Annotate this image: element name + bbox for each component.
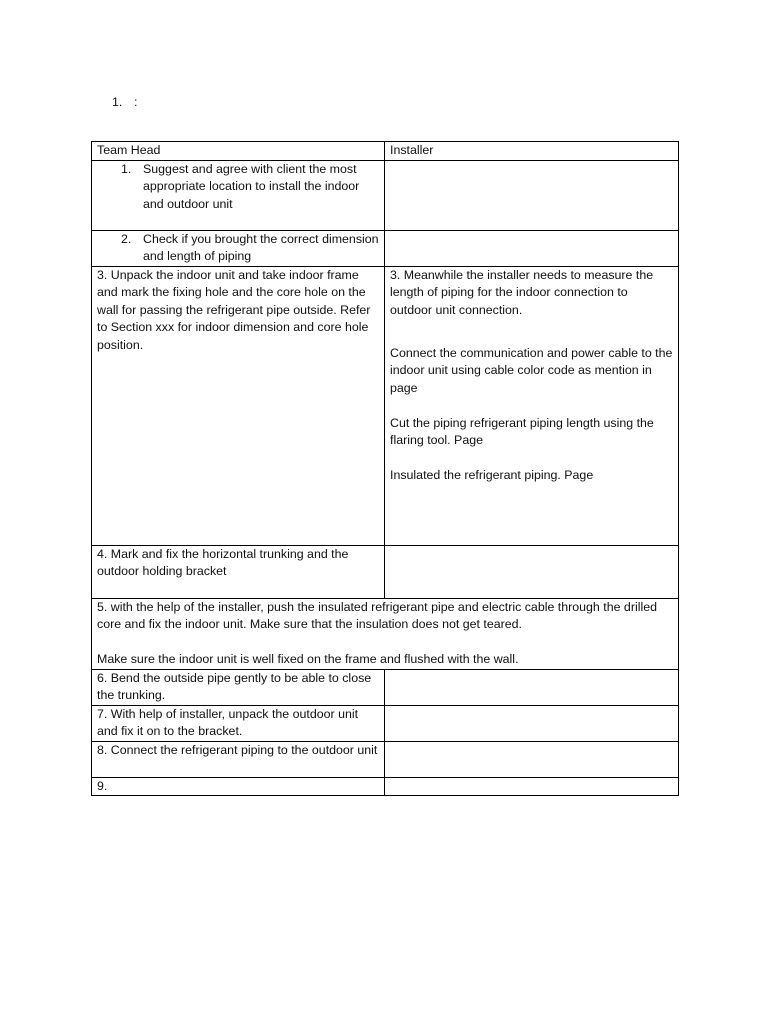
- table-row: [92, 266, 679, 545]
- table-row: [92, 777, 679, 796]
- installer-cell: [385, 230, 679, 266]
- merged-cell: [92, 598, 679, 669]
- item-number: 2.: [121, 231, 132, 246]
- installer-cell: [385, 777, 679, 796]
- table-row: [92, 705, 679, 741]
- step-5-note: Make sure the indoor unit is well fixed on the frame and flushed with the wall.: [97, 652, 519, 666]
- team-head-cell: 4. Mark and fix the horizontal trunking and the outdoor holding bracket: [92, 545, 385, 598]
- item-number: 1.: [121, 161, 132, 176]
- table-row: [92, 230, 679, 266]
- installer-step-insulate: Insulated the refrigerant piping. Page: [390, 468, 594, 482]
- heading-text: :: [134, 95, 138, 109]
- installer-cell: [385, 741, 679, 777]
- team-head-cell: 6. Bend the outside pipe gently to be able to close the trunking.: [92, 669, 385, 705]
- installation-steps-table: [91, 141, 679, 796]
- installer-cell: [385, 545, 679, 598]
- team-head-cell: 7. With help of installer, unpack the outdoor unit and fix it on to the bracket.: [92, 705, 385, 741]
- installer-step-cut-piping: Cut the piping refrigerant piping length using the flaring tool. Page: [390, 415, 654, 447]
- installer-cell: [385, 705, 679, 741]
- table-row: [92, 160, 679, 230]
- document-heading: [112, 94, 137, 112]
- table-row: [92, 669, 679, 705]
- team-head-cell: [92, 160, 385, 230]
- heading-number: 1.: [112, 95, 123, 109]
- table-row: [92, 598, 679, 669]
- step-5-text: 5. with the help of the installer, push the insulated refrigerant pipe and electric cable through the drilled core and fix the indoor unit. Make sure that the insulation does not get teared.: [97, 599, 657, 631]
- table-header-row: [92, 142, 679, 161]
- team-head-cell: [92, 230, 385, 266]
- installer-header: Installer: [385, 142, 679, 161]
- installer-step-connect-cable: Connect the communication and power cable to the indoor unit using cable color code as mention in page: [390, 345, 673, 395]
- table-row: [92, 741, 679, 777]
- team-head-cell: 8. Connect the refrigerant piping to the outdoor unit: [92, 741, 385, 777]
- team-head-cell: 9.: [92, 777, 385, 796]
- numbered-item: [97, 161, 379, 214]
- item-text: Suggest and agree with client the most appropriate location to install the indoor and outdoor unit: [143, 161, 360, 211]
- installer-cell: [385, 266, 679, 545]
- installer-step-measure: 3. Meanwhile the installer needs to measure the length of piping for the indoor connection to outdoor unit connection.: [390, 267, 654, 317]
- installer-cell: [385, 160, 679, 230]
- installer-cell: [385, 669, 679, 705]
- numbered-item: [97, 231, 379, 266]
- table-row: [92, 545, 679, 598]
- team-head-cell: 3. Unpack the indoor unit and take indoor frame and mark the fixing hole and the core hole on the wall for passing the refrigerant pipe outside. Refer to Section xxx for indoor dimension and core hole position.: [92, 266, 385, 545]
- item-text: Check if you brought the correct dimension and length of piping: [143, 231, 379, 263]
- team-head-header: Team Head: [92, 142, 385, 161]
